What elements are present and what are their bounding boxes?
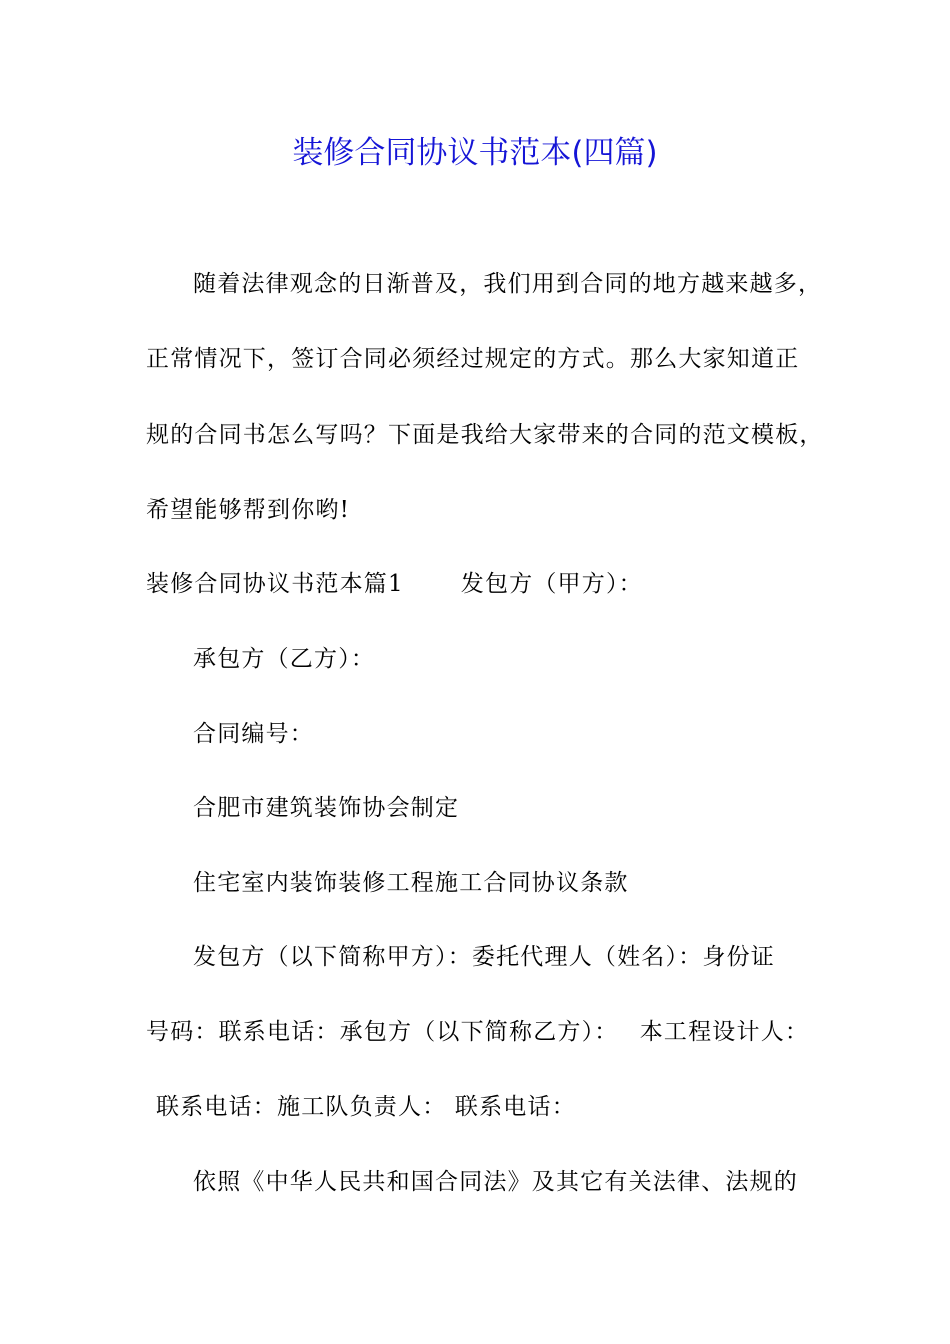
- legal-basis-line: 依照《中华人民共和国合同法》及其它有关法律、法规的: [193, 1169, 798, 1195]
- section-heading-line: 装修合同协议书范本篇1 发包方（甲方）：: [146, 571, 643, 597]
- paragraph-line-2: 正常情况下，签订合同必须经过规定的方式。那么大家知道正: [146, 346, 800, 372]
- contractor-line: 承包方（乙方）：: [193, 646, 376, 672]
- party-b-line: 号码：联系电话：承包方（以下简称乙方）： 本工程设计人：: [146, 1019, 810, 1045]
- issuer-line: 合肥市建筑装饰协会制定: [193, 795, 460, 821]
- contact-line: 联系电话：施工队负责人： 联系电话：: [156, 1094, 576, 1120]
- clauses-title-line: 住宅室内装饰装修工程施工合同协议条款: [193, 870, 629, 896]
- paragraph-line-1: 随着法律观念的日渐普及，我们用到合同的地方越来越多，: [193, 271, 823, 297]
- party-a-line: 发包方（以下简称甲方）：委托代理人（姓名）：身份证: [193, 944, 775, 970]
- document-title: 装修合同协议书范本(四篇): [292, 135, 658, 171]
- contract-number-line: 合同编号：: [193, 721, 314, 747]
- paragraph-line-3: 规的合同书怎么写吗？下面是我给大家带来的合同的范文模板，: [146, 422, 824, 448]
- paragraph-line-4: 希望能够帮到你哟!: [146, 497, 351, 523]
